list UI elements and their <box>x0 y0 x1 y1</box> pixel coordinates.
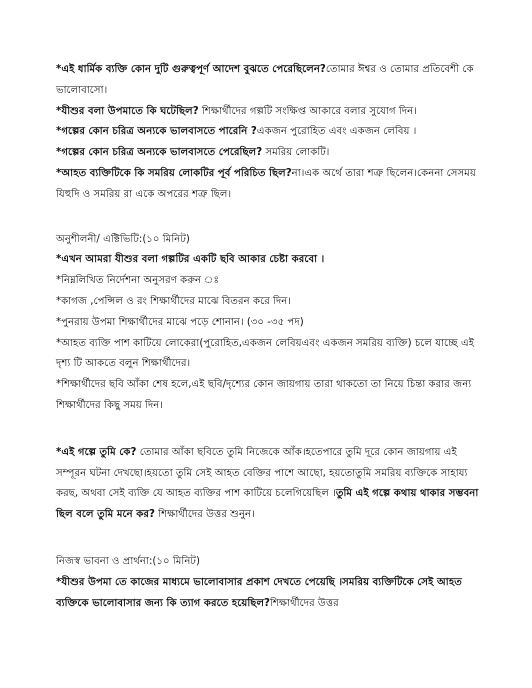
who-are-you-paragraph <box>56 443 486 526</box>
answer-text: না।এক অর্থে তারা শত্রু ছিলেন।কেননা সেসময় যিহুদি ও সমরিয় রা একে অপরের শত্রু ছিল। <box>56 167 476 200</box>
qa-paragraph-commandments <box>56 60 486 102</box>
activity-item: *শিক্ষার্থীদের ছবি আঁকা শেষ হলে,এই ছবি/দৃশ্যের কোন জায়গায় তারা থাকতো তা নিয়ে চিন্তা করার জন্য শিক্ষার্থীদের কিছু সময় দিন। <box>56 379 472 411</box>
activity-item: *নিম্নলিখিত নির্দেশনা অনুসরণ করুন ঃ <box>56 275 219 287</box>
activity-item: *পুনরায় উপমা শিক্ষার্থীদের মাঝে পড়ে শোনান। (৩০ -৩৫ পদ) <box>56 316 304 328</box>
question-text: তুমি এই গল্পে কথায় থাকার সম্ভবনা ছিল বলে তুমি মনে কর? <box>56 488 479 521</box>
qa-paragraph-acquaintance <box>56 164 486 206</box>
body-text: শিক্ষার্থীদের উত্তর <box>269 597 339 609</box>
question-text: *এই ধার্মিক ব্যক্তি কোন দুটি গুরুত্বপূর্ণ আদেশ বুঝতে পেরেছিলেন? <box>56 64 326 75</box>
answer-text: তোমার ঈশ্বর ও তোমার প্রতিবেশী কে ভালোবাসো। <box>56 64 474 96</box>
question-text: *যীশুর বলা উপমাতে কি ঘটেছিল? <box>56 105 199 117</box>
question-text: *গল্পের কোন চরিত্র অন্যকে ভালবাসতে পারেনি ? <box>56 126 257 138</box>
answer-text: সমরিয় লোকটি। <box>262 147 330 159</box>
activity-item: *আহত ব্যক্তি পাশ কাটিয়ে লোকেরা(পুরোহিত,একজন লেবিয়এবং একজন সমরিয় ব্যক্তি) চলে যাচ্ছে এই দৃশ্য টি আকতে বলুন শিক্ষার্থীদের। <box>56 337 475 370</box>
reflection-heading: নিজস্ব ভাবনা ও প্রার্থনা:(১০ মিনিট) <box>56 555 200 567</box>
question-text: *আহত ব্যক্তিটিকে কি সমরিয় লোকটির পূর্ব পরিচিত ছিল? <box>56 167 292 179</box>
reflection-paragraph <box>56 573 486 615</box>
question-text: *এই গল্পে তুমি কে? <box>56 446 137 458</box>
qa-paragraph-could-love <box>56 143 486 164</box>
answer-text: শিক্ষার্থীদের গল্পটি সংক্ষিপ্ত আকারে বলার সুযোগ দিন। <box>198 105 417 117</box>
activity-heading: অনুশীলনী/ এক্টিভিটি:(১০ মিনিট) <box>56 233 190 245</box>
answer-text: একজন পুরোহিত এবং একজন লেবিয় । <box>256 126 417 138</box>
body-text: শিক্ষার্থীদের উত্তর শুনুন। <box>154 509 255 521</box>
question-text: *গল্পের কোন চরিত্র অন্যকে ভালবাসতে পেরেছিল? <box>56 147 263 159</box>
qa-paragraph-could-not-love <box>56 122 486 143</box>
activity-item: *কাগজ ,পেন্সিল ও রং শিক্ষার্থীদের মাঝে বিতরন করে দিন। <box>56 295 292 307</box>
document-page <box>56 60 486 614</box>
body-text: তোমার আঁকা ছবিতে তুমি নিজেকে আঁক।হতেপারে তুমি দূরে কোন জায়গায় এই সম্পূরন ঘটনা দেখছো।হয়তো তুমি সেই আহত বেক্তির পাশে আছো, হয়তোতুমি সমরিয় ব্যক্তিকে সাহায্য করছ, অথবা সেই ব্যক্তি যে আহত ব্যক্তির পাশ কাটিয়ে চলেগিয়েছিল । <box>56 446 468 500</box>
activity-lead: *এখন আমরা যীশুর বলা গল্পটির একটি ছবি আকার চেষ্টা করবো । <box>56 254 325 266</box>
qa-paragraph-parable <box>56 102 486 123</box>
question-text: *যীশুর উপমা তে কাজের মাধ্যমে ভালোবাসার প্রকাশ দেখতে পেয়েছি ।সমরিয় ব্যক্তিটিকে সেই আহত ব্যক্তিকে ভালোবাসার জন্য কি ত্যাগ করতে হয়েছিল? <box>56 576 462 609</box>
